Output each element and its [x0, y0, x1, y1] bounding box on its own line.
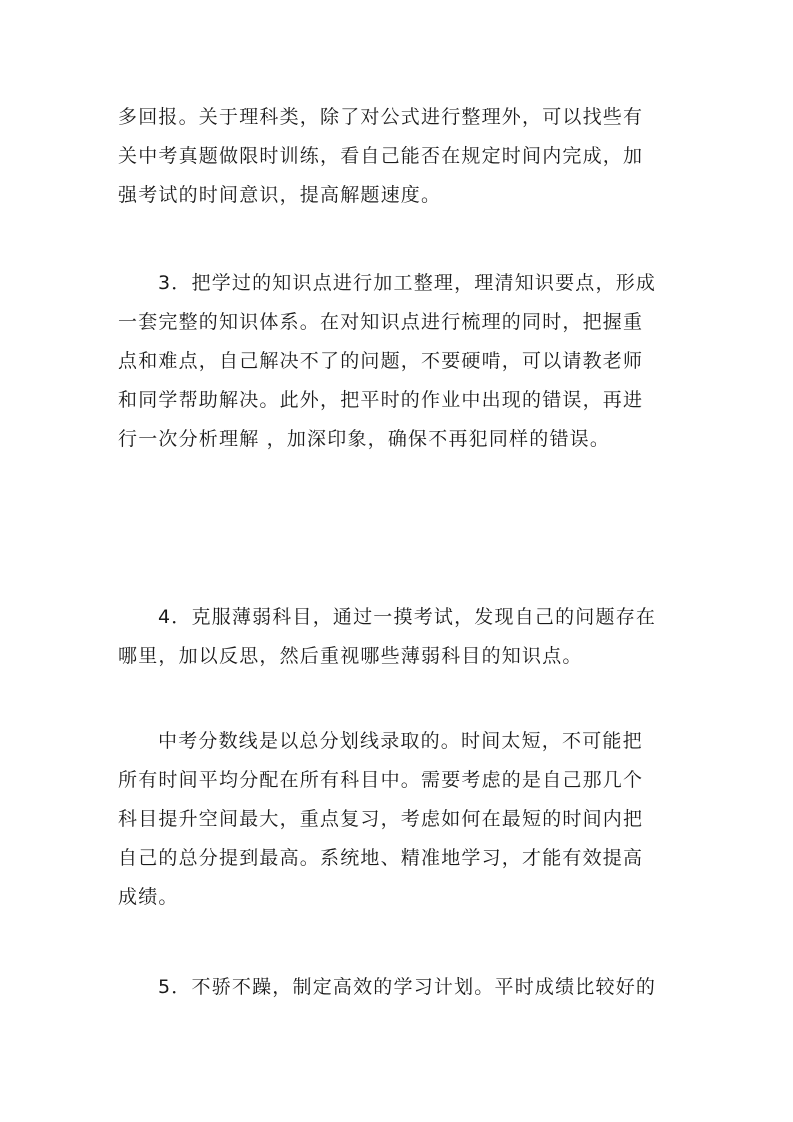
paragraph-point-5 [118, 968, 678, 1007]
text-line: 哪里，加以反思，然后重视哪些薄弱科目的知识点。 [118, 645, 583, 667]
paragraph-point-4 [118, 598, 678, 676]
text-line: 所有时间平均分配在所有科目中。需要考虑的是自己那几个 [118, 769, 644, 791]
text-line: 行一次分析理解 ，加深印象，确保不再犯同样的错误。 [118, 428, 611, 450]
paragraph-total-score [118, 722, 678, 917]
paragraph-point-3 [118, 264, 678, 459]
text-line: 一套完整的知识体系。在对知识点进行梳理的同时，把握重 [118, 311, 644, 333]
text-line: 成绩。 [118, 886, 179, 908]
text-line: 5．不骄不躁，制定高效的学习计划。平时成绩比较好的 [158, 976, 657, 998]
text-line: 强考试的时间意识，提高解题速度。 [118, 184, 442, 206]
text-line: 和同学帮助解决。此外，把平时的作业中出现的错误，再进 [118, 389, 644, 411]
text-line: 自己的总分提到最高。系统地、精准地学习，才能有效提高 [118, 847, 644, 869]
text-line: 科目提升空间最大，重点复习，考虑如何在最短的时间内把 [118, 808, 644, 830]
text-line: 点和难点，自己解决不了的问题，不要硬啃，可以请教老师 [118, 350, 644, 372]
text-line: 多回报。关于理科类，除了对公式进行整理外，可以找些有 [118, 106, 644, 128]
text-line: 3．把学过的知识点进行加工整理，理清知识要点，形成 [158, 272, 657, 294]
text-line: 关中考真题做限时训练，看自己能否在规定时间内完成，加 [118, 145, 644, 167]
paragraph-science-practice [118, 98, 678, 215]
text-line: 4．克服薄弱科目，通过一摸考试，发现自己的问题存在 [158, 606, 657, 628]
text-line: 中考分数线是以总分划线录取的。时间太短，不可能把 [158, 730, 643, 752]
